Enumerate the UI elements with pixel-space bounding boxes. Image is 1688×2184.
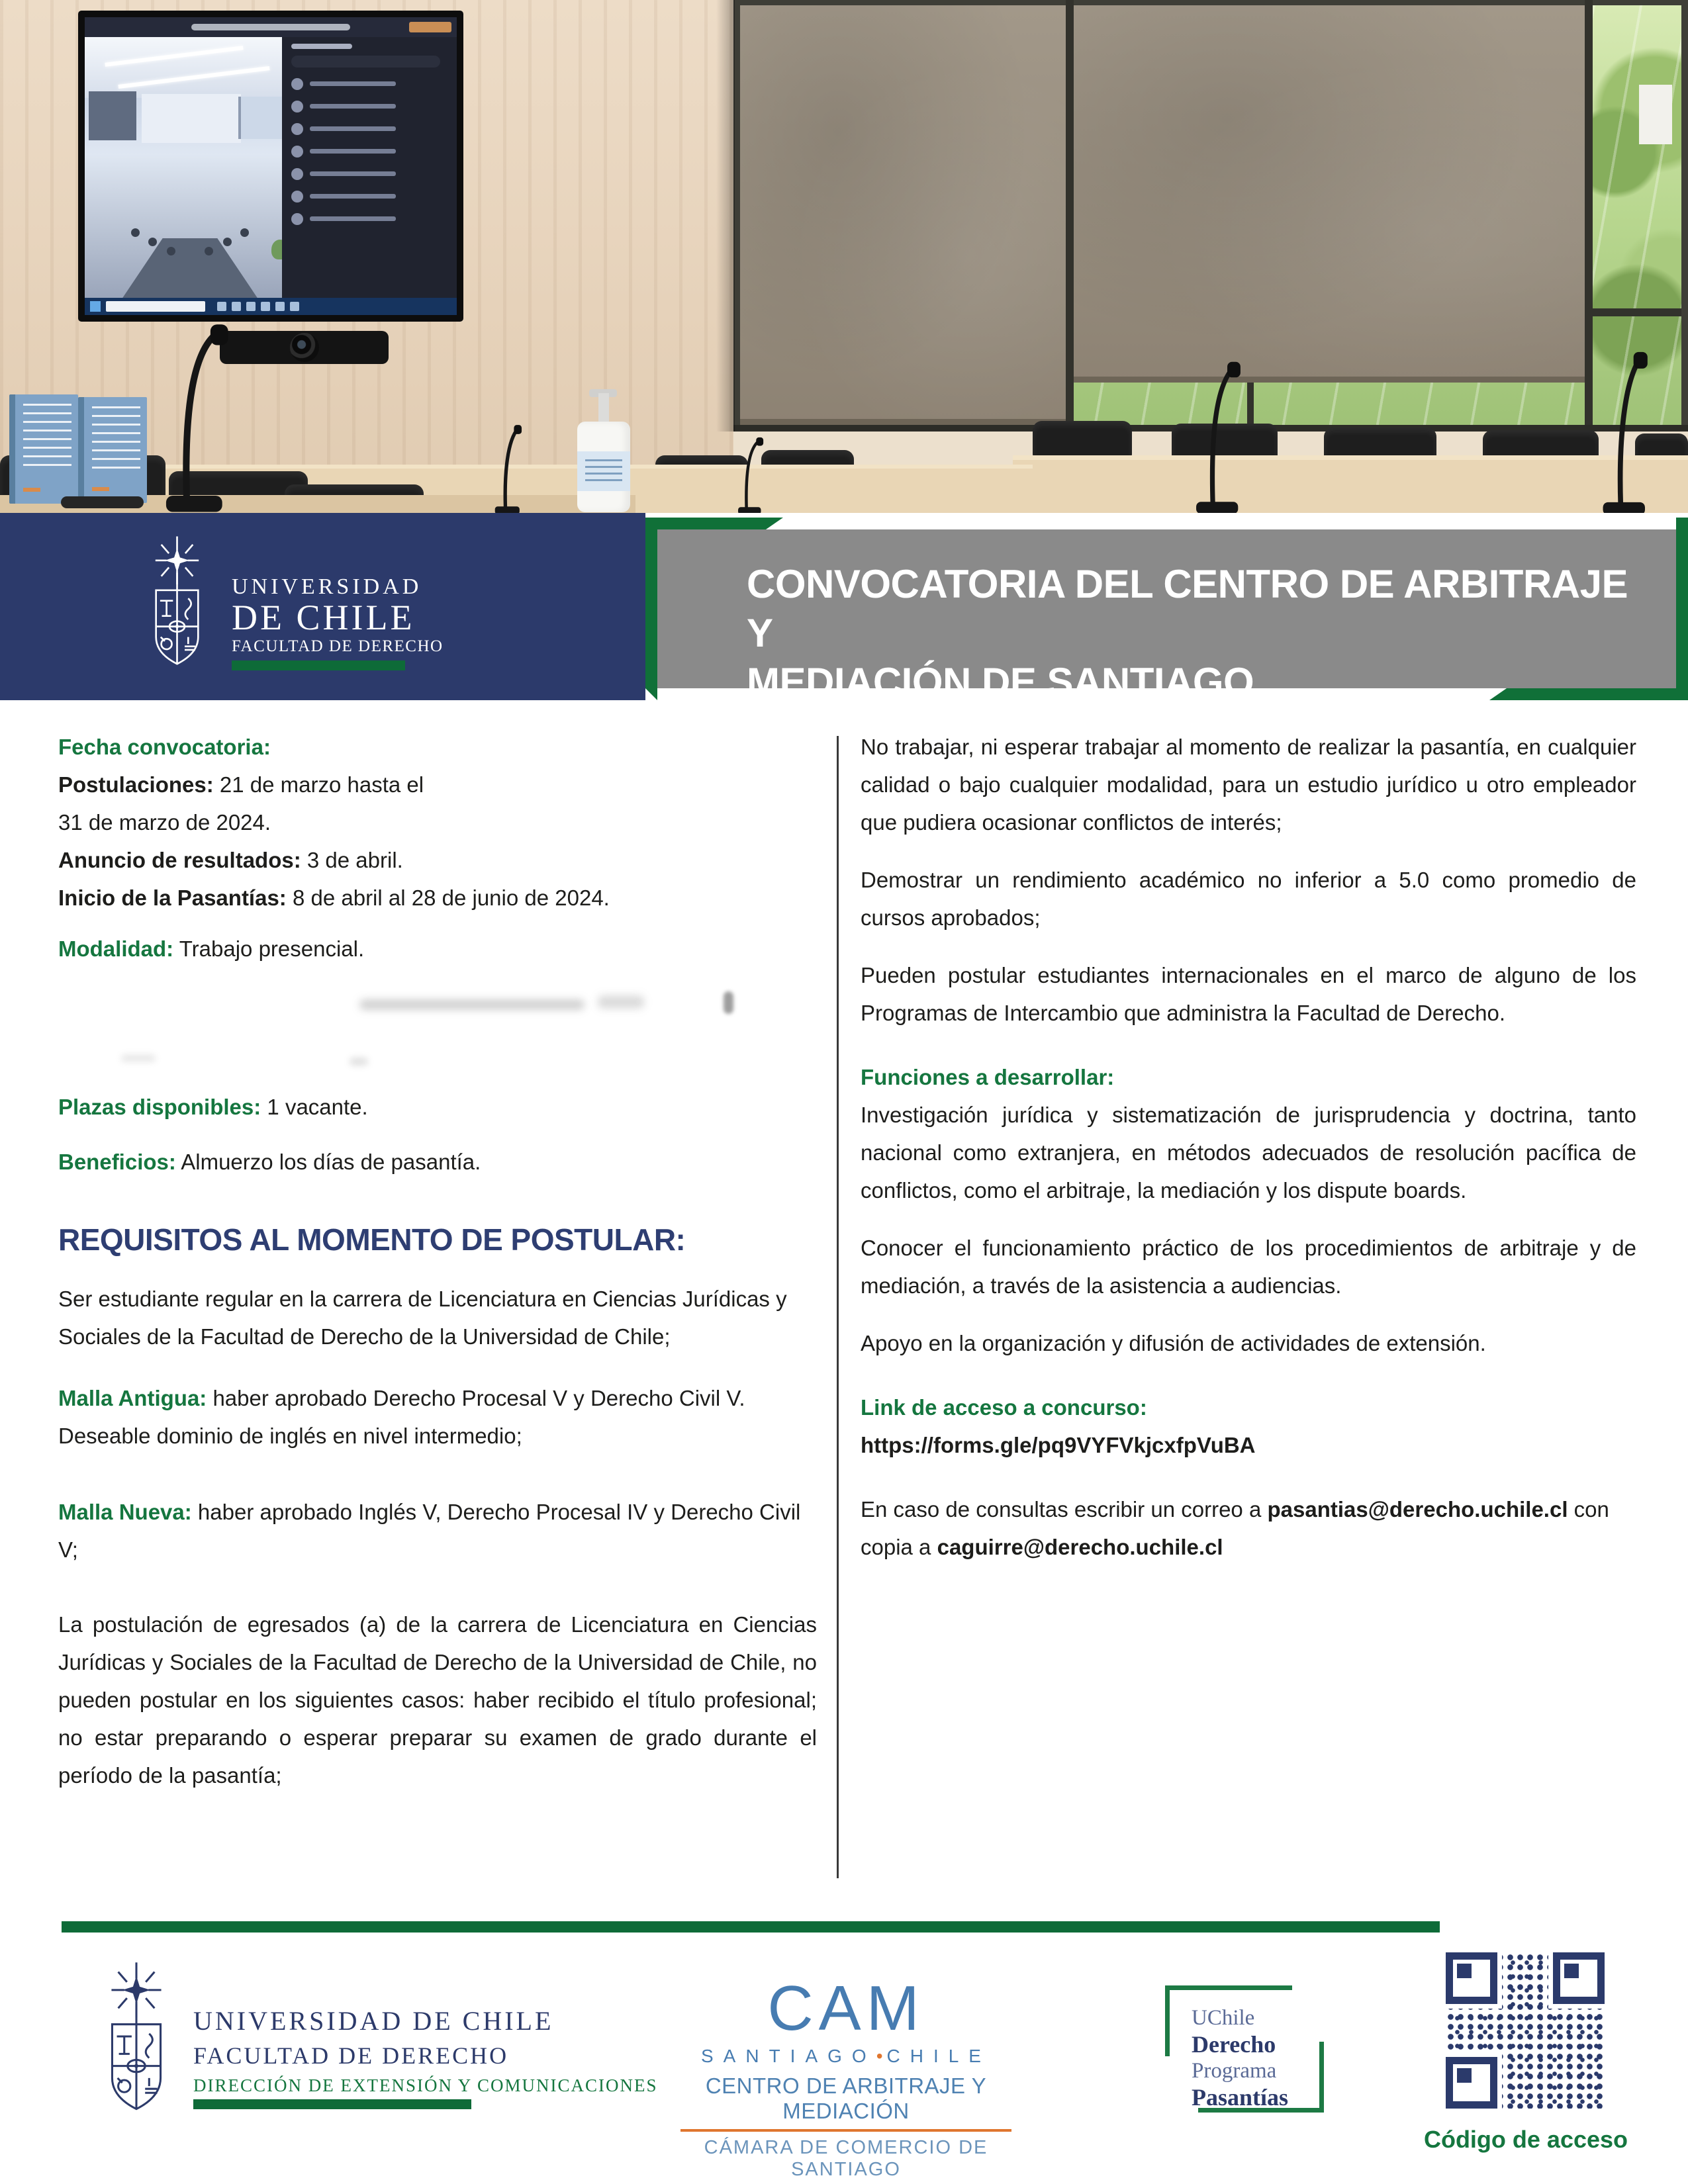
green-underline-bar (232, 660, 405, 670)
no-trabajar-paragraph: No trabajar, ni esperar trabajar al momento de realizar la pasantía, en cualquier calidad o bajo cualquier modalidad, para un estudio jurídico u otro empleador que pudiera ocasionar conflictos de interés; (861, 735, 1636, 835)
footer-divider-bar (62, 1921, 1440, 1933)
funciones-paragraph-1: Investigación jurídica y sistematización de jurisprudencia y doctrina, tanto nacional como extranjera, en métodos adecuados de resolución pacífica de conflictos, como el arbitraje, la mediación y los dispute boards. (861, 1103, 1636, 1203)
window (1074, 5, 1585, 425)
egresados-paragraph: La postulación de egresados (a) de la carrera de Licenciatura en Ciencias Jurídicas y Sociales de la Facultad de Derecho de la Universidad de Chile, no pueden postular en los siguientes casos: haber recibido el título profesional; no estar preparando o esperar preparar su examen de grado durante el período de la pasantía; (58, 1612, 817, 1788)
roller-shade (740, 5, 1066, 425)
conference-room-photo (0, 0, 1688, 513)
beneficios: Beneficios: Almuerzo los días de pasantía. (58, 1150, 481, 1174)
cam-centro-line: CENTRO DE ARBITRAJE Y MEDIACIÓN (680, 2073, 1011, 2132)
windows-start-shape (90, 301, 101, 312)
participants-search-shape (291, 56, 440, 68)
link-heading: Link de acceso a concurso: (861, 1395, 1147, 1420)
fecha-heading: Fecha convocatoria: (58, 735, 271, 759)
meeting-title-bar (85, 17, 457, 37)
footer-uchile-line2: FACULTAD DE DERECHO (193, 2042, 509, 2069)
gooseneck-microphone (722, 437, 781, 513)
pasantias-line4: Pasantías (1192, 2084, 1289, 2111)
windows-taskbar (85, 298, 457, 315)
consultas-paragraph: En caso de consultas escribir un correo a pasantias@derecho.uchile.cl con copia a caguirre@derecho.uchile.cl (861, 1497, 1609, 1559)
cam-logo (680, 1973, 1011, 2181)
banner-logo-line2: DE CHILE (232, 598, 415, 637)
right-column (861, 728, 1636, 1586)
banner-logo-line1: UNIVERSIDAD (232, 574, 422, 599)
tv-screen (85, 17, 457, 315)
funciones-heading: Funciones a desarrollar: (861, 1065, 1115, 1089)
leave-button-shape (409, 22, 451, 32)
gooseneck-microphone (483, 424, 536, 513)
window-mullion (1066, 0, 1074, 432)
poster-title (747, 560, 1647, 707)
meeting-video-feed (85, 37, 295, 298)
uchile-crest-icon (136, 534, 218, 670)
footer-uchile-line3: DIRECCIÓN DE EXTENSIÓN Y COMUNICACIONES (193, 2075, 658, 2095)
column-divider (837, 736, 839, 1878)
building-outside (1639, 85, 1672, 144)
qr-finder (1553, 1952, 1605, 2004)
conference-table (1013, 455, 1688, 513)
qr-caption: Código de acceso (1423, 2126, 1628, 2153)
roller-shade (1074, 5, 1585, 383)
window-rail (1593, 308, 1681, 316)
cam-santiago-chile: SANTIAGO•CHILE (701, 2046, 991, 2066)
uchile-crest-icon (93, 1952, 180, 2123)
window (740, 5, 1066, 425)
remote-control (61, 496, 144, 508)
conference-tv (78, 11, 463, 322)
banner-logo-line3: FACULTAD DE DERECHO (232, 637, 444, 655)
funciones-paragraph-2: Conocer el funcionamiento práctico de los procedimientos de arbitraje y de mediación, a través de la asistencia a audiencias. (861, 1236, 1636, 1298)
cam-camara-line: CÁMARA DE COMERCIO DE SANTIAGO (704, 2137, 988, 2180)
internacionales-paragraph: Pueden postular estudiantes internacionales en el marco de alguno de los Programas de Intercambio que administra la Facultad de Derecho. (861, 963, 1636, 1025)
booklet (78, 397, 147, 503)
pasantias-line1: UChile (1192, 2006, 1255, 2030)
email-caguirre[interactable]: caguirre@derecho.uchile.cl (937, 1535, 1223, 1559)
erased-text-artifact (58, 968, 817, 1088)
funciones-paragraph-3: Apoyo en la organización y difusión de actividades de extensión. (861, 1331, 1486, 1355)
postulaciones: Postulaciones: 21 de marzo hasta el 31 de marzo de 2024. (58, 772, 424, 835)
booklet (9, 394, 78, 504)
green-accent (645, 518, 657, 700)
gooseneck-microphone (149, 323, 248, 513)
gooseneck-microphone (1185, 361, 1258, 513)
postulaciones-label: Postulaciones: (58, 772, 214, 797)
office-chair (1033, 421, 1132, 459)
malla-nueva: Malla Nueva: haber aprobado Inglés V, Derecho Procesal IV y Derecho Civil V; (58, 1500, 801, 1562)
sanitizer-bottle (571, 385, 637, 512)
participants-panel (282, 37, 457, 298)
cam-wordmark: CAM (767, 1973, 925, 2044)
left-column (58, 728, 817, 1794)
form-link[interactable]: https://forms.gle/pq9VYFVkjcxfpVuBA (861, 1433, 1256, 1457)
poster-title-line2: MEDIACIÓN DE SANTIAGO (747, 660, 1254, 704)
inicio-pasantias: Inicio de la Pasantías: 8 de abril al 28 de junio de 2024. (58, 886, 610, 910)
wall-corner-shadow (716, 0, 735, 432)
email-pasantias[interactable]: pasantias@derecho.uchile.cl (1267, 1497, 1568, 1522)
requisito-estudiante: Ser estudiante regular en la carrera de Licenciatura en Ciencias Jurídicas y Sociales de la Facultad de Derecho de la Universidad de Chile; (58, 1287, 787, 1349)
requisitos-heading: REQUISITOS AL MOMENTO DE POSTULAR: (58, 1222, 686, 1257)
plazas-disponibles: Plazas disponibles: 1 vacante. (58, 1095, 368, 1119)
gooseneck-microphone (1589, 351, 1668, 513)
qr-finder (1446, 1952, 1497, 2004)
malla-antigua: Malla Antigua: haber aprobado Derecho Procesal V y Derecho Civil V. Deseable dominio de inglés en nivel intermedio; (58, 1386, 745, 1448)
pasantias-line2: Derecho (1192, 2031, 1276, 2058)
qr-code (1446, 1952, 1605, 2109)
footer-green-bar (193, 2099, 471, 2109)
pasantias-line3: Programa (1192, 2059, 1277, 2083)
green-accent (1676, 518, 1688, 700)
modalidad: Modalidad: Trabajo presencial. (58, 936, 365, 961)
programa-pasantias-logo (1165, 1982, 1324, 2111)
poster-title-line1: CONVOCATORIA DEL CENTRO DE ARBITRAJE Y (747, 562, 1628, 655)
banner-logo-panel (0, 513, 645, 700)
green-accent (645, 518, 783, 529)
orange-dot: • (876, 2046, 887, 2066)
anuncio-resultados: Anuncio de resultados: 3 de abril. (58, 848, 403, 872)
qr-finder (1446, 2057, 1497, 2109)
footer-uchile-line1: UNIVERSIDAD DE CHILE (193, 2006, 554, 2036)
rendimiento-paragraph: Demostrar un rendimiento académico no inferior a 5.0 como promedio de cursos aprobados; (861, 868, 1636, 930)
